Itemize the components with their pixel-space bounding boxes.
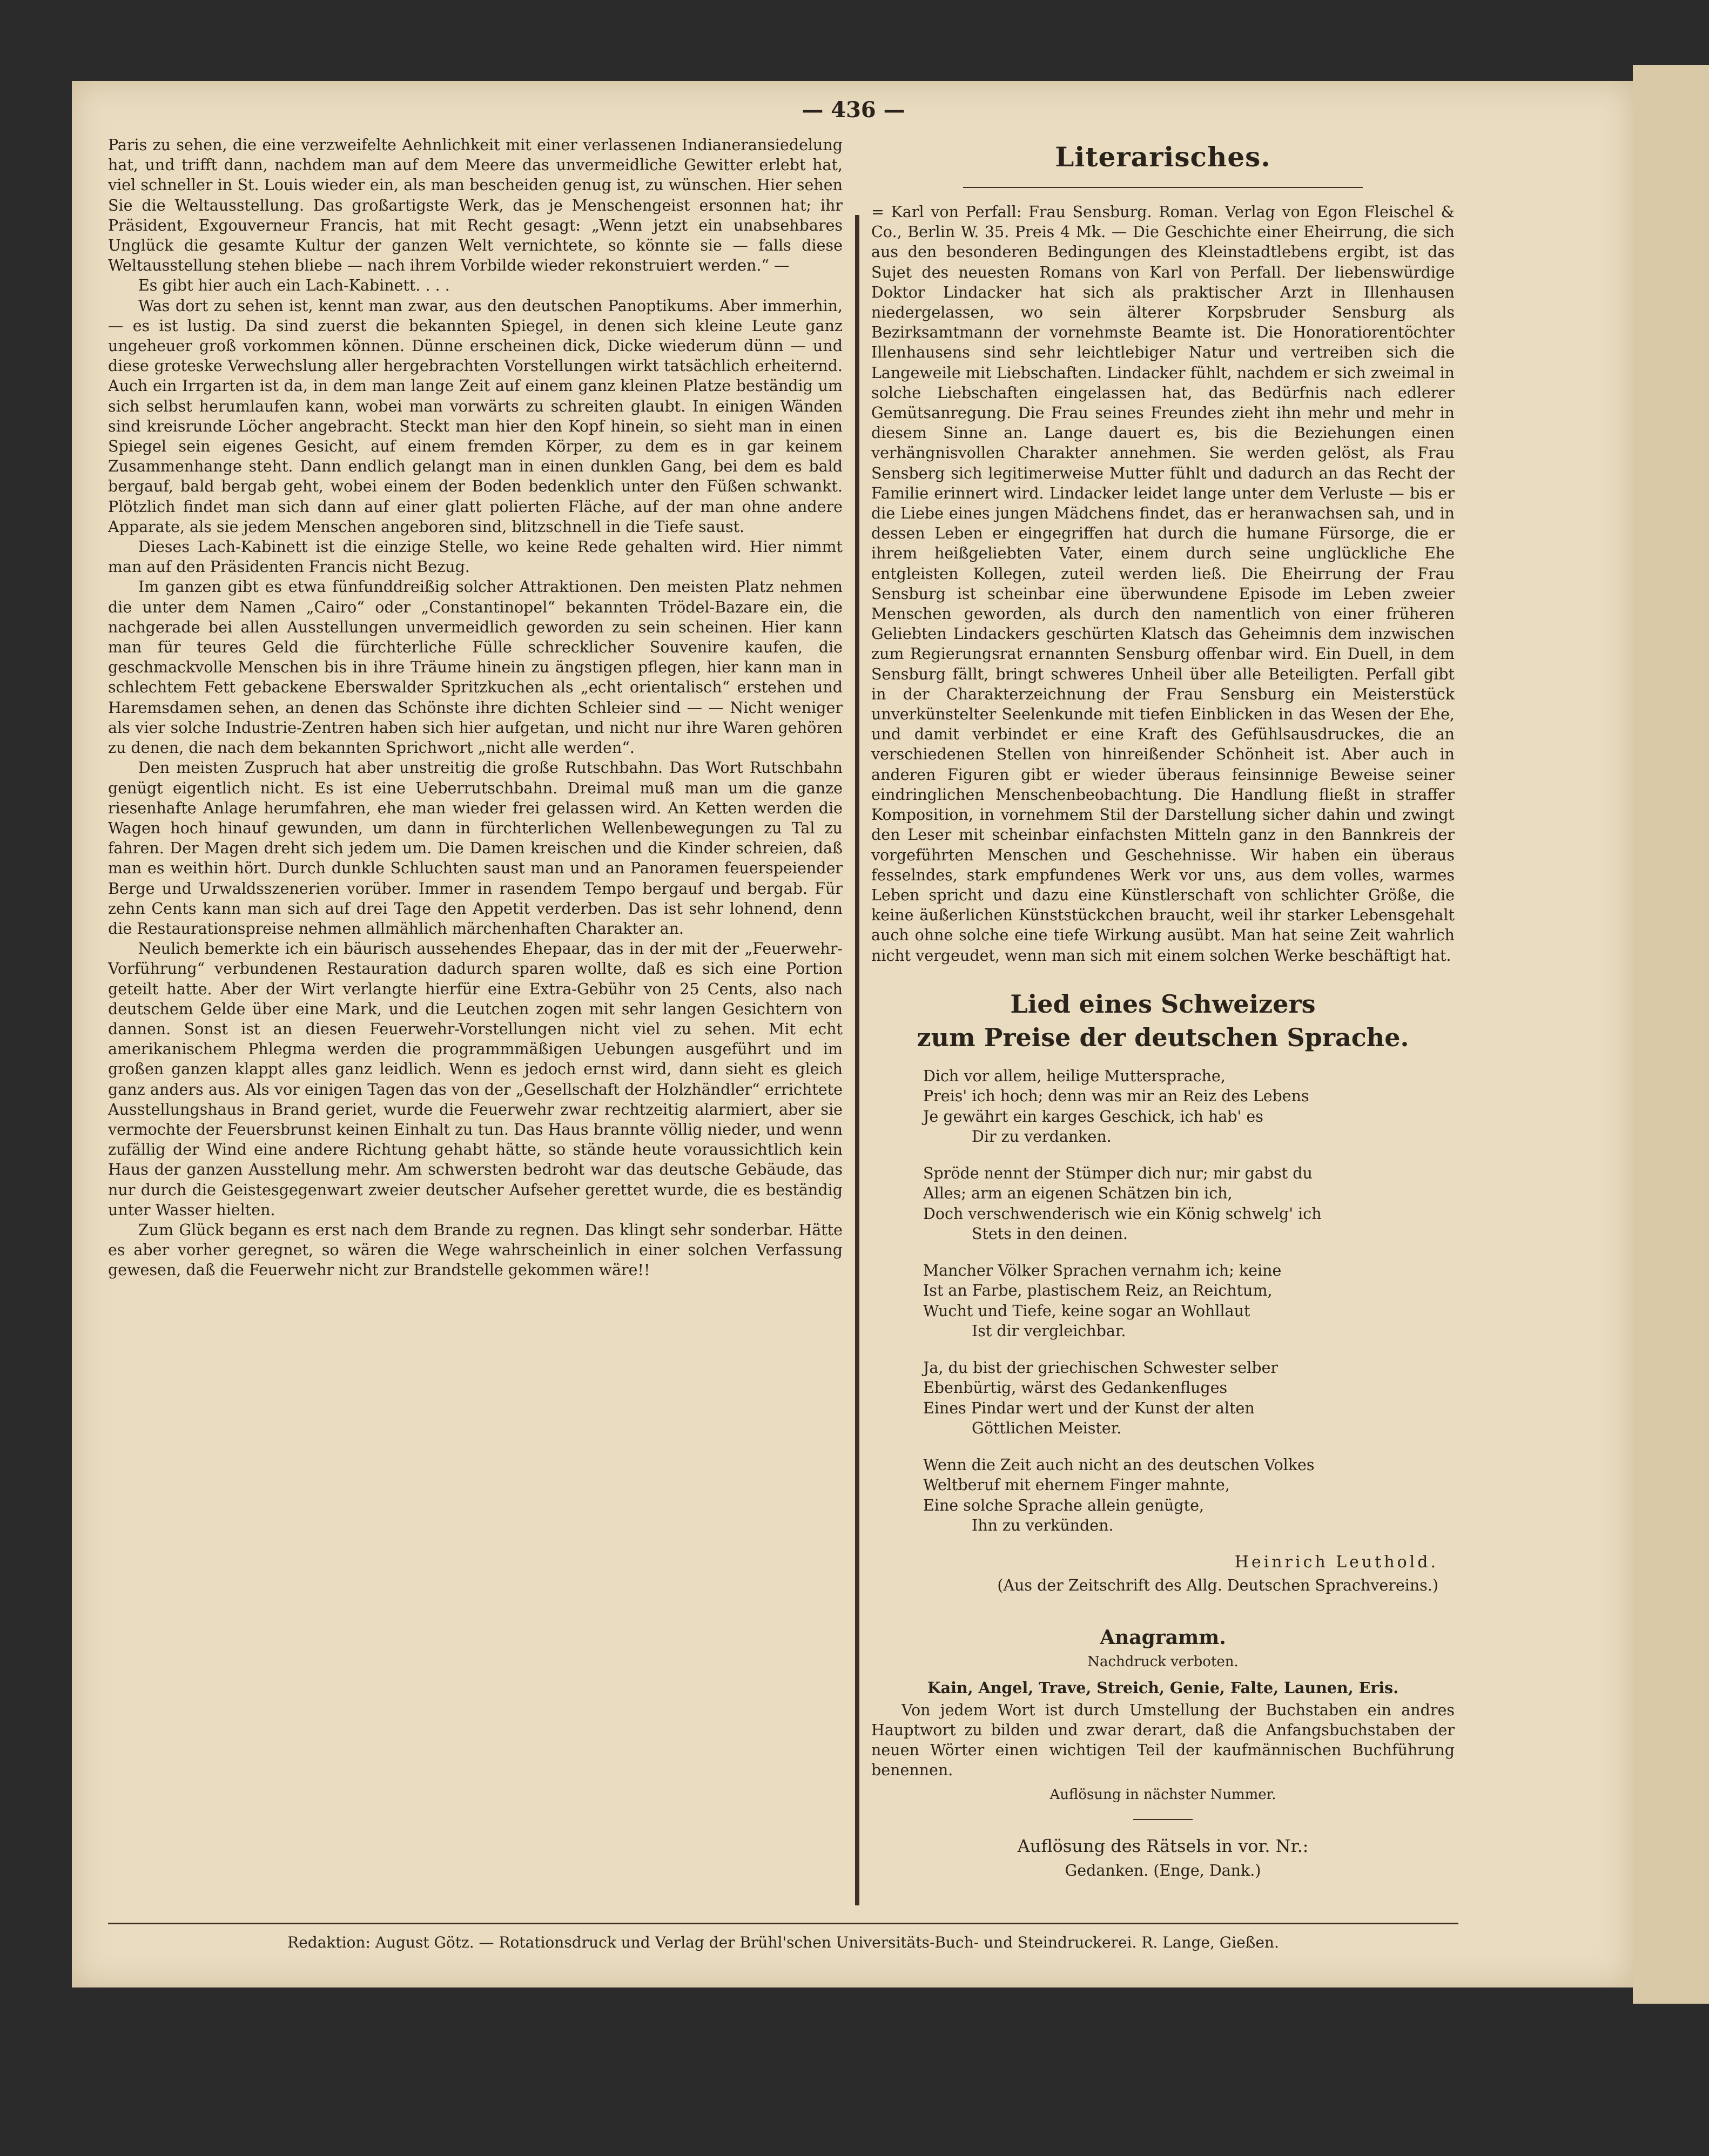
poem-line: Ihn zu verkünden. <box>972 1517 1114 1535</box>
right-column <box>871 135 1455 1881</box>
poem-source: (Aus der Zeitschrift des Allg. Deutschen Sprachvereins.) <box>997 1576 1438 1594</box>
anagram-subtitle: Nachdruck verboten. <box>1087 1654 1239 1670</box>
imprint-footer: Redaktion: August Götz. — Rotationsdruck und Verlag der Brühl'schen Universitäts-Buch- und Steindruckerei. R. Lange, Gießen. <box>287 1933 1279 1951</box>
poem-body <box>923 1066 1455 1536</box>
column-divider <box>855 215 859 1905</box>
poem-line: Wucht und Tiefe, keine sogar an Wohllaut <box>923 1302 1250 1320</box>
poem-line: Dir zu verdanken. <box>972 1128 1112 1146</box>
solution-title: Auflösung des Rätsels in vor. Nr.: <box>1017 1835 1309 1856</box>
anagram-instructions: Von jedem Wort ist durch Umstellung der Buchstaben ein andres Hauptwort zu bilden und zwar derart, daß die Anfangsbuchstaben der neuen Wörter einen wichtigen Teil der kaufmännischen Buchführung benennen. <box>871 1701 1455 1780</box>
anagram-note: Auflösung in nächster Nummer. <box>1049 1786 1276 1803</box>
poem-line: Stets in den deinen. <box>972 1225 1128 1243</box>
paragraph: Den meisten Zuspruch hat aber unstreitig die große Rutschbahn. Das Wort Rutschbahn genügt eigentlich nicht. Es ist eine Ueberrutschbahn. Dreimal muß man um die ganze riesenhafte Anlage herumfahren, ehe man wieder frei gelassen wird. An Ketten werden die Wagen hoch hinauf gewunden, um dann in fürchterlichen Wellenbewegungen zu Tal zu fahren. Der Magen dreht sich jedem um. Die Damen kreischen und die Kinder schreien, daß man es weithin hört. Durch dunkle Schluchten saust man und an Panoramen feuerspeiender Berge und Urwaldsszenerien vorüber. Immer in rasendem Tempo bergauf und bergab. Für zehn Cents kann man sich auf drei Tage den Appetit verderben. Das ist sehr lohnend, denn die Restaurationspreise nehmen allmählich märchenhaften Charakter an. <box>108 759 843 938</box>
paragraph: Neulich bemerkte ich ein bäurisch aussehendes Ehepaar, das in der mit der „Feuerwehr-Vorführung“ verbundenen Restauration dadurch sparen wollte, daß es sich eine Portion geteilt hatte. Aber der Wirt verlangte hierfür eine Extra-Gebühr von 25 Cents, also nach deutschem Gelde über eine Mark, und die Leutchen zogen mit sehr langen Gesichtern von dannen. Sonst ist an diesen Feuerwehr-Vorstellungen nicht viel zu sehen. Mit echt amerikanischem Phlegma werden die programmmäßigen Uebungen ausgeführt und im großen ganzen klappt alles ganz leidlich. Wenn es jedoch ernst wird, dann sieht es gleich ganz anders aus. Als vor einigen Tagen das von der „Gesellschaft der Holzhändler“ errichtete Ausstellungshaus in Brand geriet, wurde die Feuerwehr zwar rechtzeitig alarmiert, aber sie vermochte der Feuersbrunst keinen Einhalt zu tun. Das Haus brannte völlig nieder, und wenn zufällig der Wind eine andere Richtung gehabt hätte, so stände heute voraussichtlich kein Haus der ganzen Ausstellung mehr. Am schwersten bedroht war das deutsche Gebäude, das nur durch die Geistesgegenwart zweier deutscher Aufseher gerettet wurde, die es beständig unter Wasser hielten. <box>108 940 843 1219</box>
poem-stanza <box>923 1066 1455 1147</box>
poem-line: Ja, du bist der griechischen Schwester selber <box>923 1358 1279 1377</box>
poem-title-line-1: Lied eines Schweizers <box>1010 989 1316 1019</box>
footer-rule <box>108 1923 1458 1924</box>
poem-line: Alles; arm an eigenen Schätzen bin ich, <box>923 1184 1233 1203</box>
paragraph: Zum Glück begann es erst nach dem Brande zu regnen. Das klingt sehr sonderbar. Hätte es aber vorher geregnet, so wären die Wege wahrscheinlich in einer solchen Verfassung gewesen, daß die Feuerwehr nicht zur Brandstelle gekommen wäre!! <box>108 1221 843 1279</box>
poem-line: Doch verschwenderisch wie ein König schwelg' ich <box>923 1204 1322 1223</box>
poem-line: Wenn die Zeit auch nicht an des deutschen Volkes <box>923 1456 1315 1474</box>
solution-text: Gedanken. (Enge, Dank.) <box>1065 1861 1261 1879</box>
poem-line: Ebenbürtig, wärst des Gedankenfluges <box>923 1379 1228 1397</box>
paragraph: Es gibt hier auch ein Lach-Kabinett. . . . <box>138 277 450 295</box>
poem-line: Dich vor allem, heilige Muttersprache, <box>923 1067 1226 1085</box>
poem-line: Ist dir vergleichbar. <box>972 1322 1126 1340</box>
poem-line: Eines Pindar wert und der Kunst der alten <box>923 1399 1255 1417</box>
poem-stanza <box>923 1163 1455 1244</box>
poem-stanza <box>923 1358 1455 1439</box>
anagram-words: Kain, Angel, Trave, Streich, Genie, Falte, Launen, Eris. <box>927 1678 1399 1697</box>
poem-title <box>871 987 1455 1054</box>
page-number: — 436 — <box>802 97 905 123</box>
paragraph: Im ganzen gibt es etwa fünfunddreißig solcher Attraktionen. Den meisten Platz nehmen die unter dem Namen „Cairo“ oder „Constantinopel“ bekannten Trödel-Bazare ein, die nachgerade bei allen Ausstellungen unvermeidlich geworden zu sein scheinen. Hier kann man für teures Geld die fürchterliche Fülle schrecklicher Souvenire kaufen, die geschmackvolle Menschen bis in ihre Träume hinein zu ängstigen pflegen, hier kann man in schlechtem Fett gebackene Eberswalder Spritzkuchen als „echt orientalisch“ erstehen und Haremsdamen sehen, an denen das Schönste ihre dichten Schleier sind — — Nicht weniger als vier solche Industrie-Zentren haben sich hier aufgetan, und nicht nur ihre Waren gehören zu denen, die nach dem bekannten Sprichwort „nicht alle werden“. <box>108 578 843 757</box>
anagram-title: Anagramm. <box>1100 1626 1226 1649</box>
poem-stanza <box>923 1261 1455 1342</box>
adjacent-page-edge <box>1633 65 1709 2004</box>
poem-line: Eine solche Sprache allein genügte, <box>923 1496 1205 1514</box>
poem-line: Mancher Völker Sprachen vernahm ich; keine <box>923 1261 1282 1279</box>
poem-line: Göttlichen Meister. <box>972 1419 1122 1438</box>
paragraph: Dieses Lach-Kabinett ist die einzige Stelle, wo keine Rede gehalten wird. Hier nimmt man auf den Präsidenten Francis nicht Bezug. <box>108 538 843 576</box>
poem-line: Weltberuf mit ehernem Finger mahnte, <box>923 1476 1230 1494</box>
heading-rule <box>963 187 1363 188</box>
poem-line: Ist an Farbe, plastischem Reiz, an Reichtum, <box>923 1282 1273 1300</box>
poem-author: Heinrich Leuthold. <box>1234 1552 1438 1572</box>
poem-line: Preis' ich hoch; denn was mir an Reiz des Lebens <box>923 1087 1309 1106</box>
poem-title-line-2: zum Preise der deutschen Sprache. <box>917 1022 1409 1052</box>
separator-rule <box>1133 1819 1193 1820</box>
poem-line: Spröde nennt der Stümper dich nur; mir gabst du <box>923 1164 1313 1182</box>
literary-heading: Literarisches. <box>1055 141 1271 173</box>
paragraph: Paris zu sehen, die eine verzweifelte Aehnlichkeit mit einer verlassenen Indianeransiedelung hat, und trifft dann, nachdem man auf dem Meere das unvermeidliche Gewitter erlebt hat, viel schneller in St. Louis wieder ein, als man bescheiden genug ist, zu wünschen. Hier sehen Sie die Weltausstellung. Das großartigste Werk, das je Menschengeist ersonnen hat; ihr Präsident, Exgouverneur Francis, hat mit Recht gesagt: „Wenn jetzt ein unabsehbares Unglück die gesamte Kultur der ganzen Welt vernichtete, so könnte sie — falls diese Weltausstellung stehen bliebe — nach ihrem Vorbilde wieder rekonstruiert werden.“ — <box>108 136 843 275</box>
left-column-article <box>108 135 843 1281</box>
poem-line: Je gewährt ein karges Geschick, ich hab' es <box>923 1107 1263 1126</box>
poem-stanza <box>923 1455 1455 1536</box>
paragraph: Was dort zu sehen ist, kennt man zwar, aus den deutschen Panoptikums. Aber immerhin, — es ist lustig. Da sind zuerst die bekannten Spiegel, in denen sich kleine Leute ganz ungeheuer groß vorkommen können. Dünne erscheinen dick, Dicke wiederum dünn — und diese groteske Verwechslung aller hergebrachten Vorstellungen wirkt tatsächlich erheiternd. Auch ein Irrgarten ist da, in dem man lange Zeit auf einem ganz kleinen Platze beständig um sich selbst herumlaufen kann, wobei man vorwärts zu schreiten glaubt. In einigen Wänden sind kreisrunde Löcher angebracht. Steckt man hier den Kopf hinein, so sieht man in einen Spiegel sein eigenes Gesicht, auf einem fremden Körper, zu dem es in gar keinem Zusammenhange steht. Dann endlich gelangt man in einen dunklen Gang, bei dem es bald bergauf, bald bergab geht, wobei einem der Boden bedenklich unter den Füßen schwankt. Plötzlich findet man sich dann auf einer glatt polierten Fläche, auf der man ohne andere Apparate, als sie jedem Menschen angeboren sind, blitzschnell in die Tiefe saust. <box>108 297 843 536</box>
book-review: = Karl von Perfall: Frau Sensburg. Roman. Verlag von Egon Fleischel & Co., Berlin W. 35. Preis 4 Mk. — Die Geschichte einer Eheirrung, die sich aus den besonderen Bedingungen des Kleinstadtlebens ergibt, ist das Sujet des neuesten Romans von Karl von Perfall. Der liebenswürdige Doktor Lindacker hat sich als praktischer Arzt in Illenhausen niedergelassen, wo sein älterer Korpsbruder Sensburg als Bezirksamtmann der vornehmste Beamte ist. Die Honoratiorentöchter Illenhausens sind sehr leichtlebiger Natur und vertreiben sich die Langeweile mit Liebschaften. Lindacker fühlt, nachdem er sich zweimal in solche Liebschaften eingelassen hat, das Bedürfnis nach edlerer Gemütsanregung. Die Frau seines Freundes zieht ihn mehr und mehr in diesem Sinne an. Lange dauert es, bis die Beziehungen einen verhängnisvollen Charakter annehmen. Sie werden gelöst, als Frau Sensberg sich legitimerweise Mutter fühlt und dadurch an das Recht der Familie erinnert wird. Lindacker leidet lange unter dem Verluste — bis er die Liebe eines jungen Mädchens findet, das er heranwachsen sah, und in dessen Leben er eingegriffen hat durch die humane Fürsorge, die er ihrem heißgeliebten Vater, einem durch seine unglückliche Ehe entgleisten Kollegen, zuteil werden ließ. Die Eheirrung der Frau Sensburg ist scheinbar eine überwundene Episode im Leben zweier Menschen geworden, als durch den namentlich von einer früheren Geliebten Lindackers geschürten Klatsch das Geheimnis dem inzwischen zum Regierungsrat ernannten Sensburg offenbar wird. Ein Duell, in dem Sensburg fällt, bringt schweres Unheil über alle Beteiligten. Perfall gibt in der Charakterzeichnung der Frau Sensburg ein Meisterstück unverkünstelter Seelenkunde mit tiefen Einblicken in das Wesen der Ehe, und damit verbindet er eine Kraft des Gefühlsausdruckes, die an verschiedenen Stellen von hinreißender Schönheit ist. Aber auch in anderen Figuren gibt er wieder überaus feinsinnige Beweise seiner eindringlichen Menschenbeobachtung. Die Handlung fließt in straffer Komposition, in vornehmem Stil der Darstellung sicher dahin und zwingt den Leser mit scheinbar einfachsten Mitteln ganz in den Bannkreis der vorgeführten Menschen und Geschehnisse. Wir haben ein überaus fesselndes, stark empfundenes Werk vor uns, aus dem volles, warmes Leben spricht und dazu eine Künstlerschaft von schlichter Größe, die keine äußerlichen Künststückchen braucht, weil ihr starker Lebensgehalt auch ohne solche eine tiefe Wirkung ausübt. Man hat seine Zeit wahrlich nicht vergeudet, wenn man sich mit einem solchen Werke beschäftigt hat. <box>871 203 1455 965</box>
